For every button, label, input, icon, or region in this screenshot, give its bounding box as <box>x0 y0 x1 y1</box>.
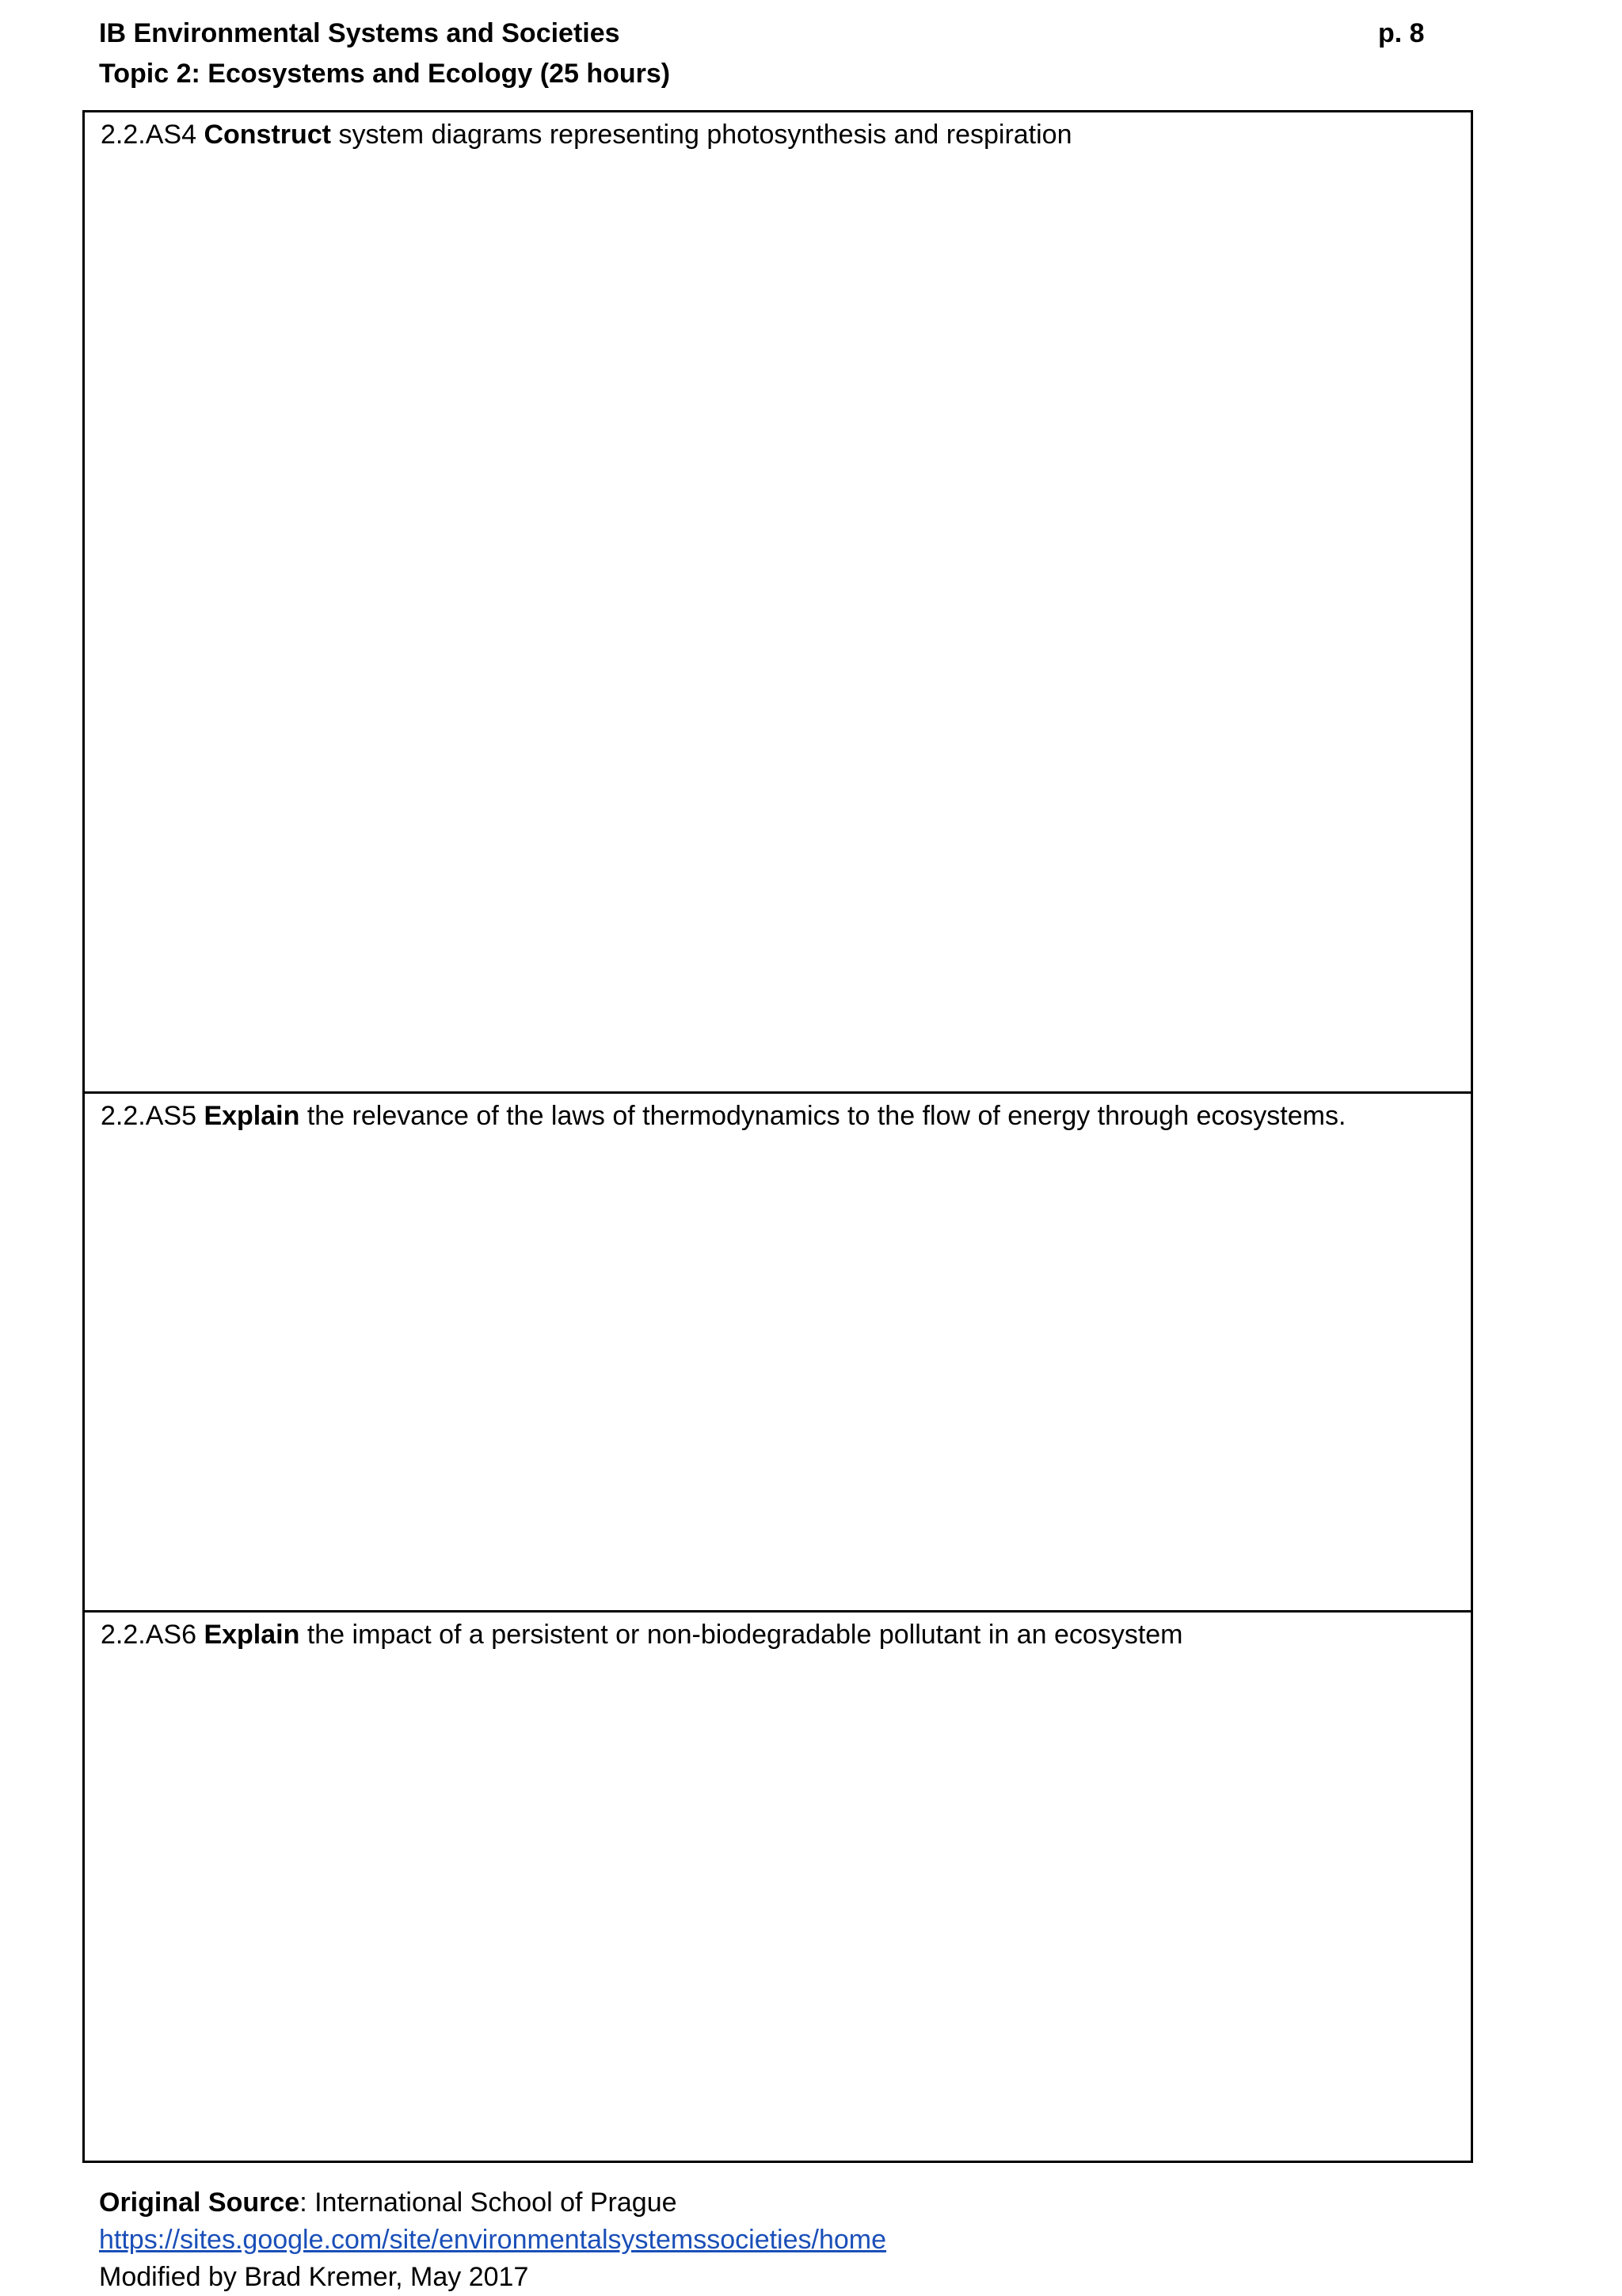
question-text: system diagrams representing photosynthesis and respiration <box>338 120 1072 150</box>
source-line <box>99 2184 886 2222</box>
question-code: 2.2.AS5 <box>101 1101 196 1131</box>
answer-box-as5[interactable] <box>85 1091 1471 1610</box>
source-name: International School of Prague <box>314 2187 677 2218</box>
question-prompt-as5 <box>101 1099 1346 1133</box>
question-prompt-as6 <box>101 1617 1183 1652</box>
question-text: the relevance of the laws of thermodynamics to the flow of energy through ecosystems. <box>307 1101 1346 1131</box>
command-term: Explain <box>204 1620 300 1650</box>
source-link[interactable]: https://sites.google.com/site/environmentalsystemssocieties/home <box>99 2225 887 2255</box>
question-code: 2.2.AS6 <box>101 1620 196 1650</box>
question-code: 2.2.AS4 <box>101 120 196 150</box>
source-url-line <box>99 2222 886 2259</box>
page-number: p. 8 <box>1378 18 1425 48</box>
command-term: Explain <box>204 1101 300 1131</box>
source-label: Original Source <box>99 2187 300 2218</box>
question-text: the impact of a persistent or non-biodegradable pollutant in an ecosystem <box>307 1620 1183 1650</box>
command-term: Construct <box>204 120 331 150</box>
answer-box-as4[interactable] <box>85 112 1471 1091</box>
footer <box>99 2184 886 2296</box>
modified-credit: Modified by Brad Kremer, May 2017 <box>99 2262 529 2292</box>
topic-title: Topic 2: Ecosystems and Ecology (25 hours) <box>99 59 671 89</box>
answer-box-as6[interactable] <box>85 1610 1471 2163</box>
worksheet-table <box>82 110 1473 2163</box>
source-separator: : <box>299 2187 307 2218</box>
question-prompt-as4 <box>101 117 1072 152</box>
course-title: IB Environmental Systems and Societies <box>99 18 620 48</box>
